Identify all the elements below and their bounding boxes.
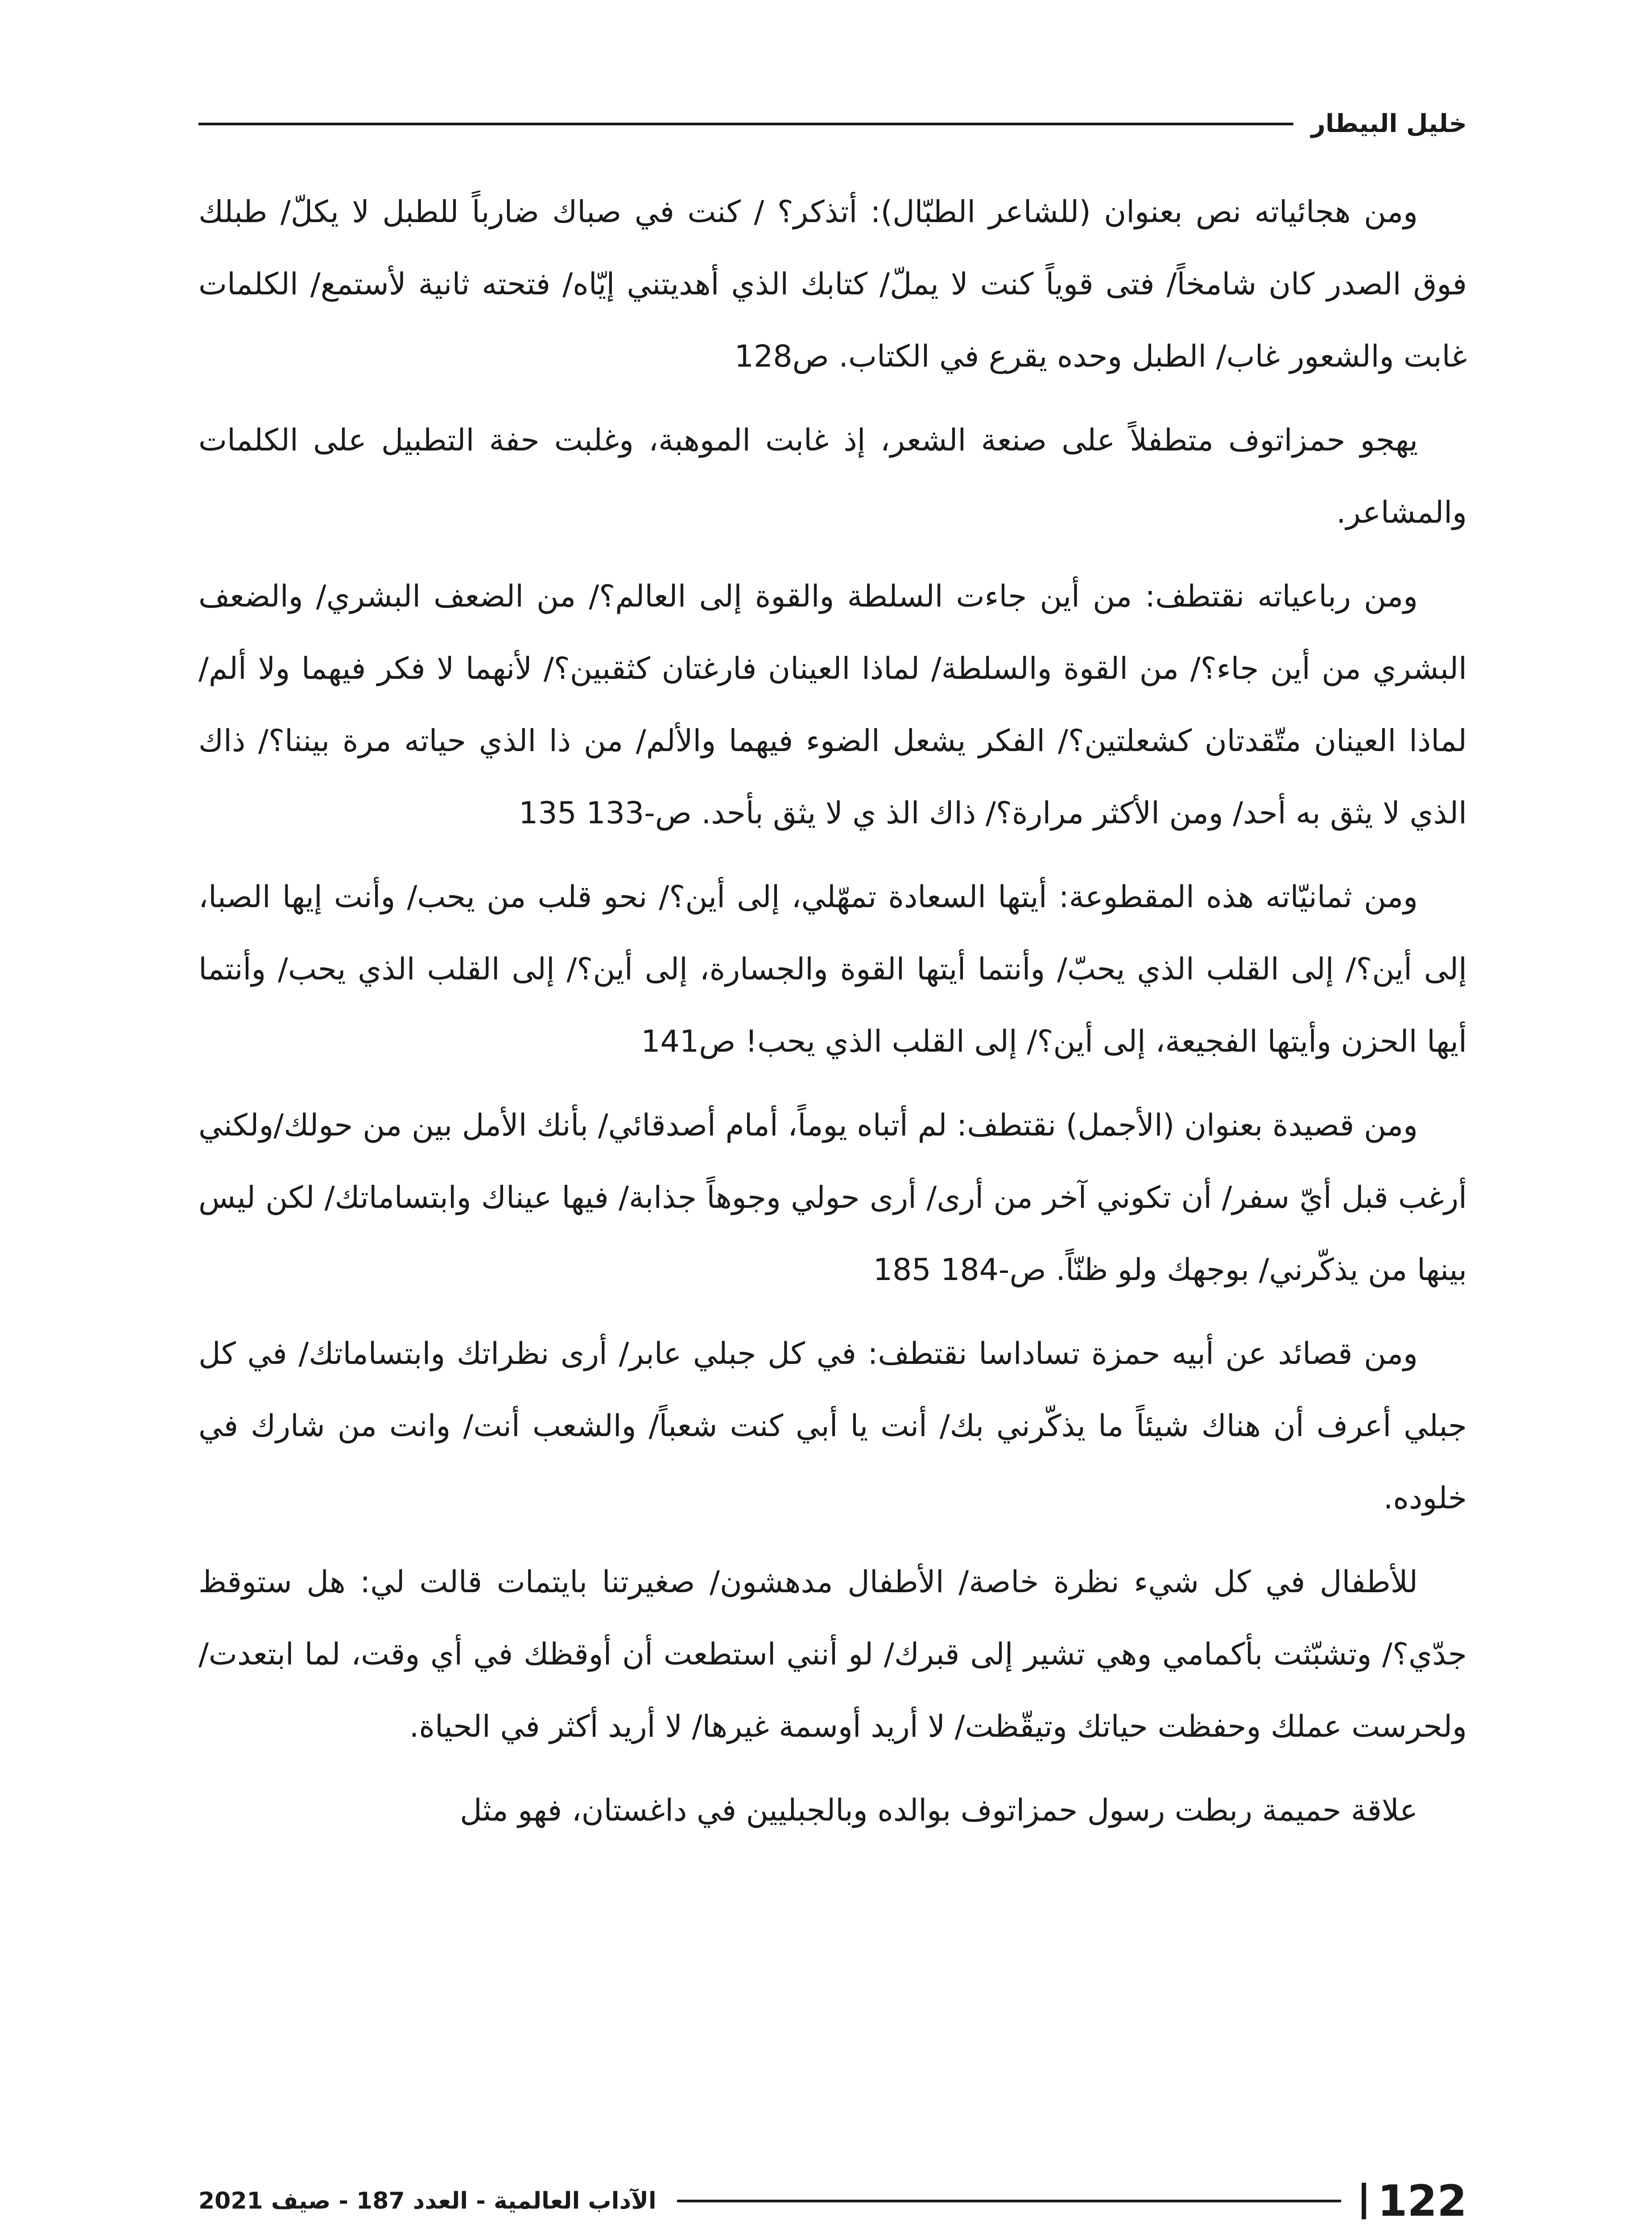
paragraph-3: ومن رباعياته نقتطف: من أين جاءت السلطة والقوة إلى العالم؟/ من الضعف البشري/ والضعف البشري من أين جاء؟/ من القوة والسلطة/ لماذا العينان فارغتان كثقبين؟/ لأنهما لا فكر فيهما ولا ألم/ لماذا العينان متّقدتان كشعلتين؟/ الفكر يشعل الضوء فيهما والألم/ من ذا الذي حياته مرة بيننا؟/ ذاك الذي لا يثق به أحد/ ومن الأكثر مرارة؟/ ذاك الذ ي لا يثق بأحد. ص-133 135 bbox=[198, 579, 1467, 831]
article-body bbox=[198, 176, 1467, 1858]
paragraph-1: ومن هجائياته نص بعنوان (للشاعر الطبّال): أتذكر؟ / كنت في صباك ضارباً للطبل لا يكلّ/ طبلك فوق الصدر كان شامخاً/ فتى قوياً كنت لا يملّ/ كتابك الذي أهديتني إيّاه/ فتحته ثانية لأستمع/ الكلمات غابت والشعور غاب/ الطبل وحده يقرع في الكتاب. ص128 bbox=[198, 194, 1467, 374]
paragraph-7: للأطفال في كل شيء نظرة خاصة/ الأطفال مدهشون/ صغيرتنا بايتمات قالت لي: هل ستوقظ جدّي؟/ وتشبّثت بأكمامي وهي تشير إلى قبرك/ لو أنني استطعت أن أوقظك في أي وقت، لما ابتعدت/ ولحرست عملك وحفظت حياتك وتيقّظت/ لا أريد أوسمة غيرها/ لا أريد أكثر في الحياة. bbox=[198, 1565, 1467, 1744]
running-header bbox=[198, 106, 1467, 142]
page-number-separator bbox=[1362, 2183, 1366, 2219]
header-rule bbox=[198, 123, 1293, 125]
running-footer bbox=[198, 2176, 1467, 2226]
header-author: خليل البيطار bbox=[1311, 109, 1467, 138]
page-number: 122 bbox=[1377, 2176, 1467, 2226]
paragraph-4: ومن ثمانيّاته هذه المقطوعة: أيتها السعادة تمهّلي، إلى أين؟/ نحو قلب من يحب/ وأنت إيها الصبا، إلى أين؟/ إلى القلب الذي يحبّ/ وأنتما أيتها القوة والجسارة، إلى أين؟/ إلى القلب الذي يحب/ وأنتما أيها الحزن وأيتها الفجيعة، إلى أين؟/ إلى القلب الذي يحب! ص141 bbox=[198, 880, 1467, 1059]
paragraph-5: ومن قصيدة بعنوان (الأجمل) نقتطف: لم أتباه يوماً، أمام أصدقائي/ بأنك الأمل بين من حولك/ولكني أرغب قبل أيّ سفر/ أن تكوني آخر من أرى/ أرى حولي وجوهاً جذابة/ فيها عيناك وابتساماتك/ لكن ليس بينها من يذكّرني/ بوجهك ولو ظنّاً. ص-184 185 bbox=[198, 1108, 1467, 1288]
footer-rule bbox=[677, 2200, 1341, 2202]
paragraph-2: يهجو حمزاتوف متطفلاً على صنعة الشعر، إذ غابت الموهبة، وغلبت حفة التطبيل على الكلمات والمشاعر. bbox=[198, 423, 1467, 530]
journal-issue: الآداب العالمية - العدد 187 - صيف 2021 bbox=[198, 2188, 657, 2214]
paragraph-8: علاقة حميمة ربطت رسول حمزاتوف بوالده وبالجبليين في داغستان، فهو مثل bbox=[460, 1793, 1418, 1828]
paragraph-6: ومن قصائد عن أبيه حمزة تساداسا نقتطف: في كل جبلي عابر/ أرى نظراتك وابتساماتك/ في كل جبلي أعرف أن هناك شيئاً ما يذكّرني بك/ أنت يا أبي كنت شعباً/ والشعب أنت/ وانت من شارك في خلوده. bbox=[198, 1336, 1467, 1516]
